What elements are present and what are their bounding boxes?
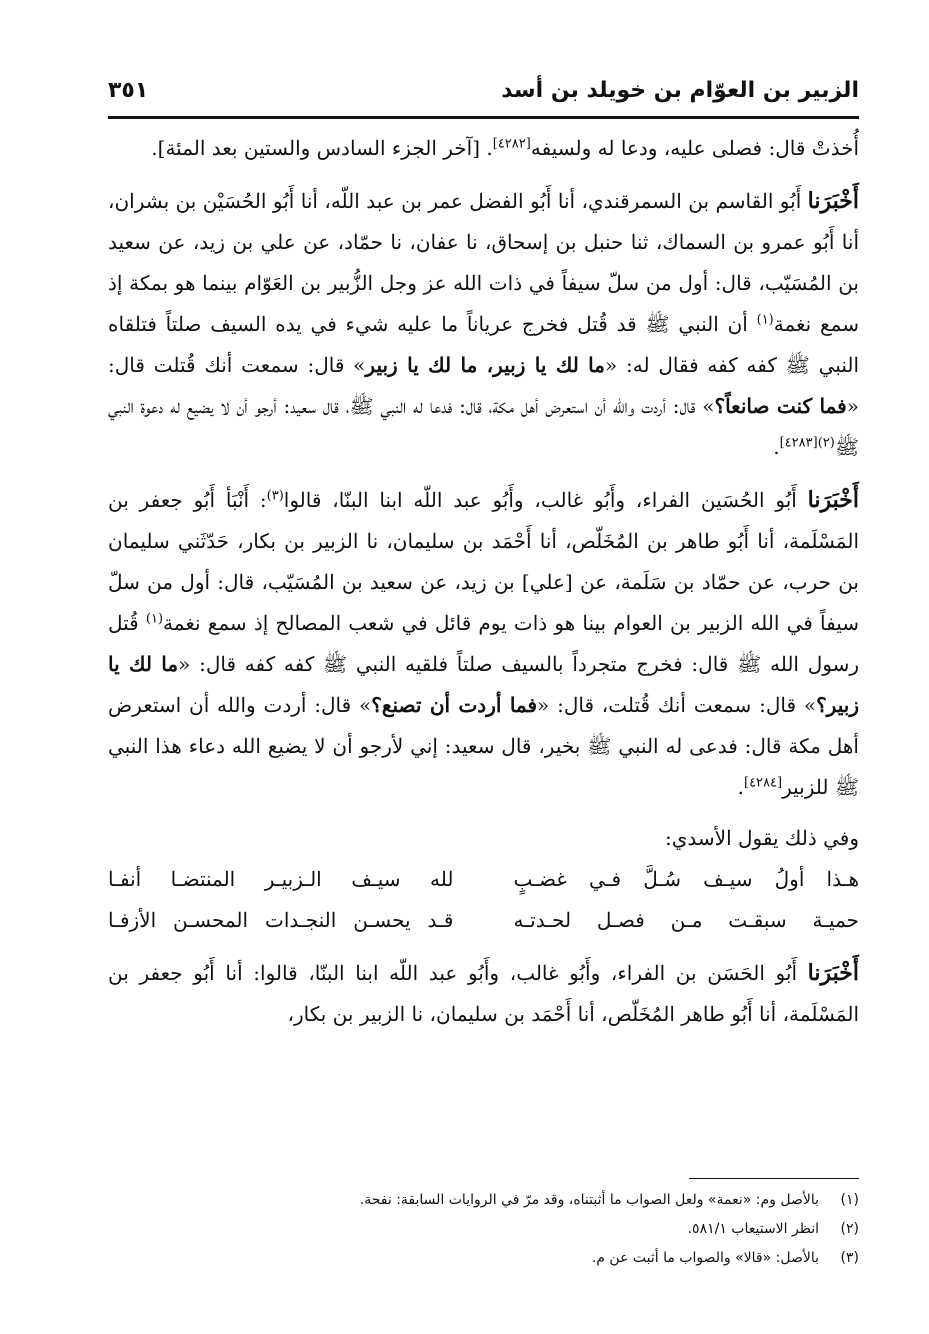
- footnote-marker: (٣): [266, 488, 284, 504]
- header-rule: [108, 116, 859, 119]
- footnote-marker: (١): [145, 611, 164, 627]
- page-header: [108, 70, 859, 110]
- footnote-number: (١): [840, 1192, 859, 1208]
- narration-keyword: أَخْبَرَنا: [807, 487, 859, 513]
- text-run: .: [737, 775, 744, 799]
- text-run: » قال: سمعت أنك قُتلت، قال: «: [537, 693, 817, 717]
- text-run: أُخذتْ قال: فصلى عليه، ودعا له ولسيفه: [530, 136, 859, 160]
- narration-keyword: أَخْبَرَنا: [807, 188, 859, 214]
- text-run: أَبُو الحُسَين الفراء، وأَبُو غالب، وأَبُو عبد اللّه ابنا البنّا، قالوا: [283, 488, 808, 512]
- hadith-number: [٤٢٨٤]: [744, 775, 783, 791]
- verse-2-second-half: قـد يحسـن النجـدات المحسـن الأزفـا: [108, 908, 454, 932]
- paragraph-3: [108, 480, 859, 808]
- footnote-2: [108, 1215, 859, 1244]
- quoted-speech: فما أردت أن تصنع؟: [371, 693, 538, 717]
- quoted-speech: ما لك يا زبير؟: [108, 652, 859, 717]
- verse-1-first-half: هـذا أولُ سيـف سُـلَّ فـي غضـبٍ: [513, 867, 859, 891]
- quoted-speech: ما لك يا زبير، ما لك يا زبير: [365, 353, 605, 377]
- paragraph-2: [108, 181, 859, 468]
- text-run: » قال: أردت والله أن استعرض أهل مكة، قال: فدعا له النبي ﷺ، قال سعيد: أرجو أن لا يضيع له دعوة النبي ﷺ: [108, 394, 859, 459]
- footnote-3: [108, 1244, 859, 1273]
- text-run: : أَنْبَأ أَبُو جعفر بن المَسْلَمة، أنا أَبُو طاهر بن المُخَلّص، أنا أَحْمَد بن سليمان، نا الزبير بن بكار، حَدّثَني سليمان بن حرب، عن حمّاد بن سَلَمة، عن [علي] بن زيد، عن سعيد بن المُسَيّب، قال: أول من سلّ سيفاً في الله الزبير بن العوام بينا هو ذات يوم قائل في شعب المصالح إذ سمع نغمة: [108, 488, 859, 635]
- footnote-1: [108, 1186, 859, 1215]
- text-run: أَبُو القاسم بن السمرقندي، أنا أَبُو الفضل عمر بن عبد اللّه، أنا أَبُو الحُسَيْن بن بشران، أنا أَبُو عمرو بن السماك، ثنا حنبل بن إسحاق، نا عفان، نا حمّاد، عن علي بن زيد، عن سعيد بن المُسَيّب، قال: أول من سلّ سيفاً في ذات الله عز وجل الزُّبير بن العَوّام بينما هو بمكة إذ سمع نغمة: [108, 189, 859, 336]
- quoted-speech: فما كنت صانعاً؟: [714, 394, 847, 418]
- footnotes: [108, 1186, 859, 1273]
- footnote-number: (٣): [840, 1250, 859, 1266]
- hadith-number: [٤٢٨٣]: [779, 435, 818, 451]
- text-run: قُتل رسول الله ﷺ قال: فخرج متجرداً بالسيف صلتاً فلقيه النبي ﷺ كفه كفه قال: «: [108, 611, 860, 676]
- text-run: .: [773, 435, 780, 459]
- footnote-rule: [689, 1178, 859, 1179]
- footnote-number: (٢): [840, 1221, 859, 1237]
- page-number: ٣٥١: [108, 77, 149, 103]
- text-run: أَبُو الحَسَن بن الفراء، وأَبُو غالب، وأَبُو عبد اللّه ابنا البنّا، قالوا: أنا أَبُو جعفر بن المَسْلَمة، أنا أَبُو طاهر المُخَلّص، أنا أَحْمَد بن سليمان، نا الزبير بن بكار،: [108, 961, 859, 1026]
- footnote-text: بالأصل: «قالا» والصواب ما أثبت عن م.: [591, 1250, 819, 1266]
- hadith-number: [٤٢٨٢]: [492, 136, 531, 152]
- verse-2-first-half: حميـة سبقـت مـن فصـل لحـدتـه: [513, 908, 859, 932]
- text-run: . [آخر الجزء السادس والستين بعد المئة].: [151, 136, 493, 160]
- text-run: » قال: أردت والله أن استعرض أهل مكة قال: فدعى له النبي ﷺ بخير، قال سعيد: إني لأرجو أن لا يضيع الله دعاء هذا النبي ﷺ للزبير: [108, 693, 859, 799]
- poem-intro: وفي ذلك يقول الأسدي:: [665, 826, 859, 850]
- paragraph-4: [108, 953, 859, 1035]
- running-title: الزبير بن العوّام بن خويلد بن أسد: [501, 77, 859, 103]
- poem: [108, 859, 859, 941]
- footnote-text: انظر الاستيعاب ٥٨١/١.: [687, 1221, 819, 1237]
- footnote-marker: (٢): [817, 435, 835, 451]
- verse-2: [108, 900, 859, 941]
- verse-1-second-half: لله سيـف الـزبيـر المنتضـا أنفـا: [108, 867, 454, 891]
- paragraph-1: [108, 128, 859, 169]
- main-text: [108, 128, 859, 1035]
- footnote-marker: (١): [756, 312, 774, 328]
- verse-1: [108, 859, 859, 900]
- footnote-text: بالأصل وم: «نعمة» ولعل الصواب ما أثبتناه، وقد مرّ في الروايات السابقة: نفحة.: [359, 1192, 819, 1208]
- narration-keyword: أَخْبَرَنا: [807, 960, 859, 986]
- text-run: أن النبي ﷺ قد قُتل فخرج عرياناً ما عليه شيء في يده السيف صلتاً فتلقاه النبي ﷺ كفه كفه فقال له: «: [108, 312, 860, 377]
- text-run: » قال: سمعت أنك قُتلت قال: «: [108, 353, 859, 418]
